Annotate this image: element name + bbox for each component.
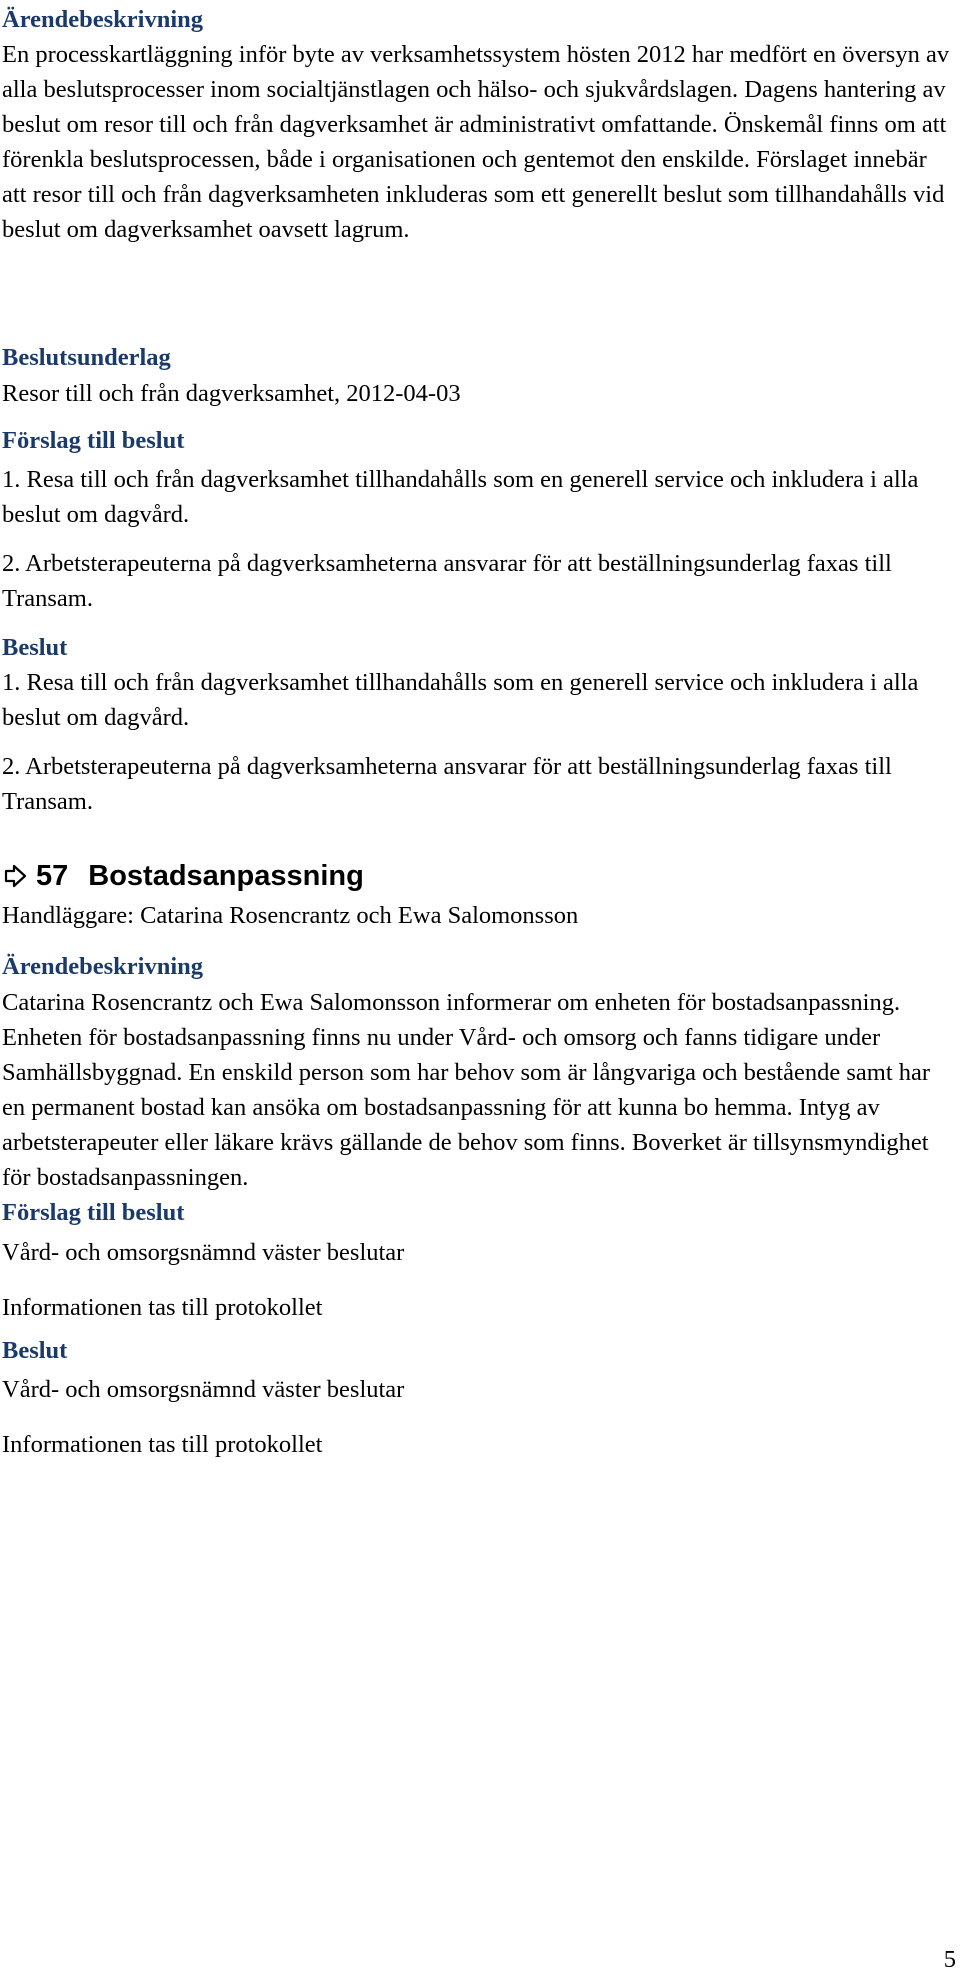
forslag-item-1-56: 1. Resa till och från dagverksamhet tillhandahålls som en generell service och inkludera i alla beslut om dagvård.: [2, 466, 919, 528]
handlaggare-line: Handläggare: Catarina Rosencrantz och Ewa Salomonsson: [2, 902, 579, 929]
beslutsunderlag-text: Resor till och från dagverksamhet, 2012-04-03: [2, 380, 461, 407]
arendebeskrivning-text-56: En processkartläggning inför byte av verksamhetssystem hösten 2012 har medfört en översyn av alla beslutsprocesser inom socialtjänstlagen och hälso- och sjukvårdslagen. Dagens hantering av beslut om resor till och från dagverksamhet är administrativt omfattande. Önskemål finns om att förenkla beslutsprocessen, både i organisationen och gentemot den enskilde. Förslaget innebär att resor till och från dagverksamheten inkluderas som ett generellt beslut som tillhandahålls vid beslut om dagverksamhet oavsett lagrum.: [2, 41, 950, 243]
section-title-57: [2, 858, 364, 894]
forslag-item-2-57: Informationen tas till protokollet: [2, 1294, 323, 1321]
arrow-right-icon: [2, 863, 28, 889]
heading-forslag-56: Förslag till beslut: [2, 427, 185, 454]
heading-beslut-57: Beslut: [2, 1337, 68, 1364]
forslag-item-1-57: Vård- och omsorgsnämnd väster beslutar: [2, 1239, 405, 1266]
section-number: 57: [36, 860, 69, 892]
forslag-item-2-56: 2. Arbetsterapeuterna på dagverksamheterna ansvarar för att beställningsunderlag faxas till Transam.: [2, 550, 892, 612]
heading-forslag-57: Förslag till beslut: [2, 1199, 185, 1226]
beslut-item-2-56: 2. Arbetsterapeuterna på dagverksamheterna ansvarar för att beställningsunderlag faxas till Transam.: [2, 753, 892, 815]
heading-arendebeskrivning-57: Ärendebeskrivning: [2, 953, 204, 980]
page-number: 5: [943, 1946, 956, 1973]
beslut-item-2-57: Informationen tas till protokollet: [2, 1431, 323, 1458]
heading-arendebeskrivning-56: Ärendebeskrivning: [2, 6, 204, 33]
section-heading: Bostadsanpassning: [88, 860, 364, 892]
arendebeskrivning-text-57: Catarina Rosencrantz och Ewa Salomonsson informerar om enheten för bostadsanpassning. Enheten för bostadsanpassning finns nu under Vård- och omsorg och fanns tidigare under Samhällsbyggnad. En enskild person som har behov som är långvariga och bestående samt har en permanent bostad kan ansöka om bostadsanpassning för att kunna bo hemma. Intyg av arbetsterapeuter eller läkare krävs gällande de behov som finns. Boverket är tillsynsmyndighet för bostadsanpassningen.: [2, 989, 931, 1191]
heading-beslut-56: Beslut: [2, 634, 68, 661]
beslut-item-1-57: Vård- och omsorgsnämnd väster beslutar: [2, 1376, 405, 1403]
heading-beslutsunderlag: Beslutsunderlag: [2, 344, 171, 371]
beslut-item-1-56: 1. Resa till och från dagverksamhet tillhandahålls som en generell service och inkludera i alla beslut om dagvård.: [2, 669, 919, 731]
